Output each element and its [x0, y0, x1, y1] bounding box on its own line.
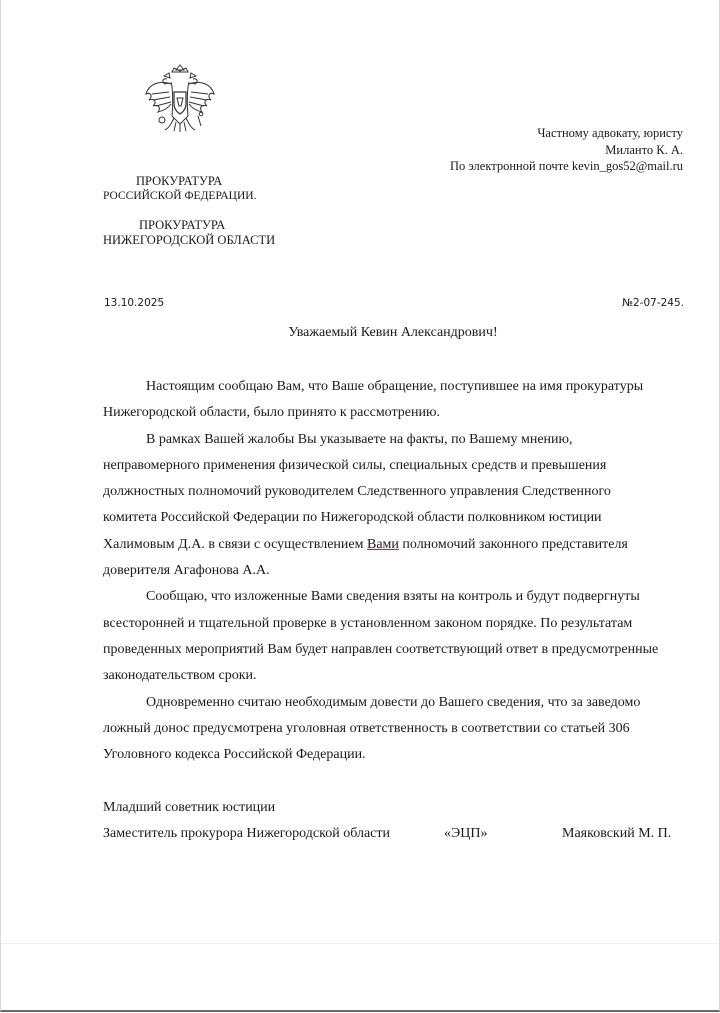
signature-rank-row: [103, 795, 688, 821]
prosecutor-general-office-name: [103, 174, 303, 204]
russian-coat-of-arms-icon: [143, 64, 217, 136]
paragraph-4: Одновременно считаю необходимым довести до Вашего сведения, что за заведомо ложный донос предусмотрена уголовная ответственность в соответствии со статьей 306 Уголовного кодекса Российской Федерации.: [103, 694, 641, 763]
regional-prosecutor-office-name: [103, 218, 303, 248]
org-secondary-line-2: НИЖЕГОРОДСКОЙ ОБЛАСТИ: [103, 233, 276, 247]
recipient-name: Миланто К. А.: [605, 142, 683, 157]
electronic-signature-mark: «ЭЦП»: [444, 826, 488, 841]
paragraph-1: Настоящим сообщаю Вам, что Ваше обращение, поступившее на имя прокуратуры Нижегородской области, было принято к рассмотрению.: [103, 379, 644, 421]
document-number: №2-07-245.: [622, 297, 684, 309]
recipient-title: Частному адвокату, юристу: [537, 126, 683, 140]
org-secondary-line-1: ПРОКУРАТУРА: [139, 218, 226, 232]
signature-block: [103, 795, 688, 847]
page-divider: [1, 943, 718, 944]
paragraph-3: Сообщаю, что изложенные Вами сведения взяты на контроль и будут подвергнуты всесторонней и тщательной проверке в установленном законом порядке. По результатам проведенных мероприятий Вам будет направлен соответствующий ответ в предусмотренные законодательством сроки.: [103, 589, 659, 684]
org-primary-line-1: ПРОКУРАТУРА: [136, 174, 223, 188]
underlined-word: Вами: [366, 536, 399, 552]
letter-body: [103, 374, 688, 768]
signature-position-row: [103, 821, 688, 847]
document-date: 13.10.2025: [104, 297, 165, 309]
paragraph-2-start: В рамках Вашей жалобы Вы указываете на факты, по Вашему мнению, неправомерного применения физической силы, специальных средств и превышения должностных полномочий руководителем Следственного управления Следственного комитета Российской Федерации по Нижегородской области полковником юстиции Халимовым Д.А. в связи с осуществлением: [103, 431, 611, 552]
greeting: Уважаемый Кевин Александрович!: [288, 325, 498, 340]
paragraph-2: [103, 427, 688, 585]
signer-name: Маяковский М. П.: [562, 826, 672, 841]
org-primary-line-2: РОССИЙСКОЙ ФЕДЕРАЦИИ.: [103, 190, 257, 202]
recipient-block: [450, 125, 683, 175]
paragraph-2-end: полномочий законного представителя доверителя Агафонова А.А.: [103, 536, 628, 579]
signer-rank: Младший советник юстиции: [103, 800, 276, 815]
recipient-email: По электронной почте kevin_gos52@mail.ru: [450, 159, 683, 173]
signer-position: Заместитель прокурора Нижегородской области: [103, 826, 390, 841]
